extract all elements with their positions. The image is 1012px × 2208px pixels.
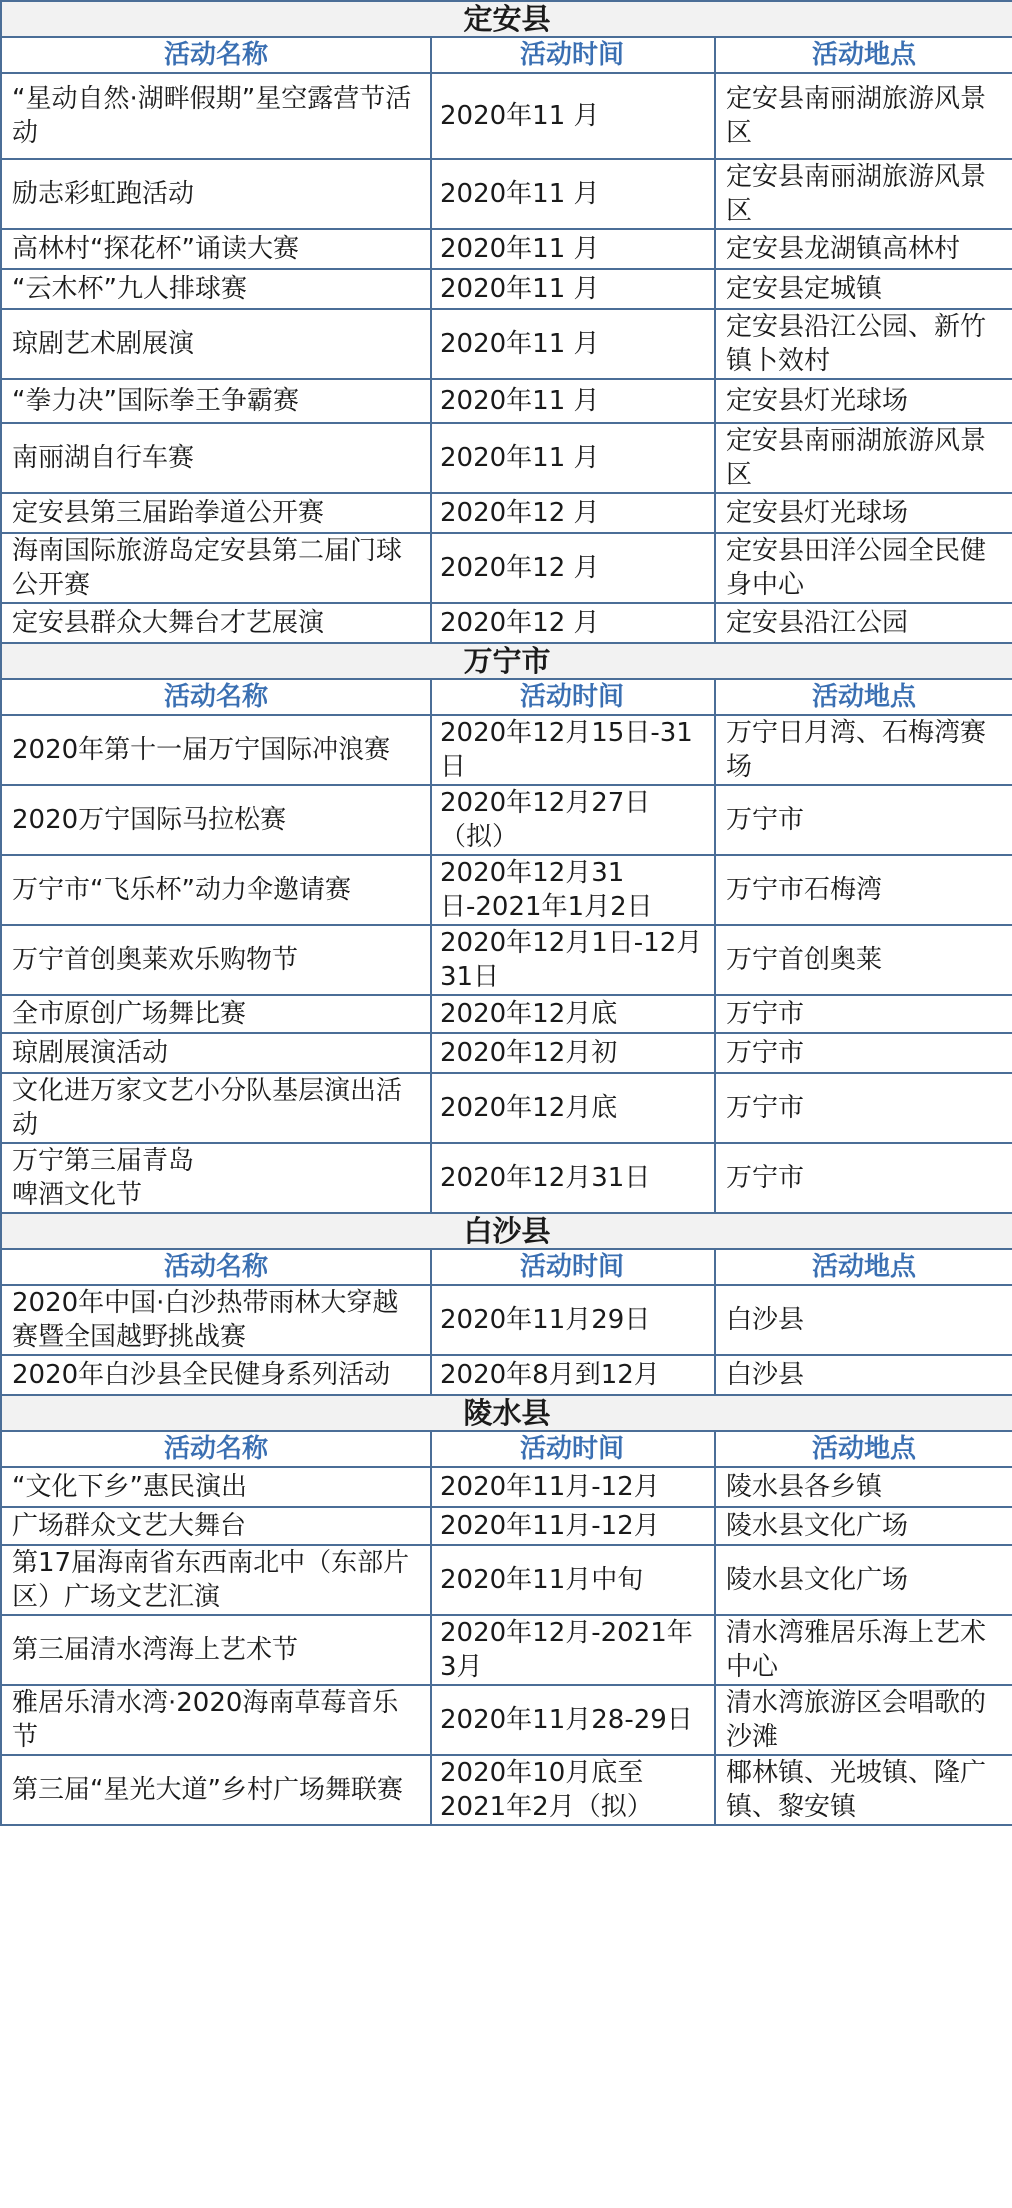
column-header-name: 活动名称: [1, 1431, 431, 1467]
event-location-cell: 万宁市: [715, 785, 1012, 855]
table-row: [1, 1143, 1012, 1213]
event-name-cell: 2020年第十一届万宁国际冲浪赛: [1, 715, 431, 785]
event-location-cell: 定安县南丽湖旅游风景区: [715, 159, 1012, 229]
event-name-cell: 万宁市“飞乐杯”动力伞邀请赛: [1, 855, 431, 925]
event-location-cell: 白沙县: [715, 1285, 1012, 1355]
region-title: 万宁市: [1, 643, 1012, 679]
event-time-cell: 2020年11 月: [431, 229, 715, 269]
event-name-cell: 万宁第三届青岛 啤酒文化节: [1, 1143, 431, 1213]
event-time-cell: 2020年11月-12月: [431, 1507, 715, 1545]
table-row: [1, 1615, 1012, 1685]
event-name-cell: 全市原创广场舞比赛: [1, 995, 431, 1033]
table-row: [1, 309, 1012, 379]
event-name-cell: 万宁首创奥莱欢乐购物节: [1, 925, 431, 995]
table-row: [1, 229, 1012, 269]
table-row: [1, 1285, 1012, 1355]
event-location-cell: 万宁市: [715, 1073, 1012, 1143]
event-name-cell: 广场群众文艺大舞台: [1, 1507, 431, 1545]
column-header-name: 活动名称: [1, 1249, 431, 1285]
region-header-row: [1, 1213, 1012, 1249]
event-name-cell: 第三届清水湾海上艺术节: [1, 1615, 431, 1685]
event-name-cell: 第三届“星光大道”乡村广场舞联赛: [1, 1755, 431, 1825]
event-location-cell: 万宁市石梅湾: [715, 855, 1012, 925]
event-location-cell: 定安县灯光球场: [715, 493, 1012, 533]
table-row: [1, 1545, 1012, 1615]
table-row: [1, 1685, 1012, 1755]
event-time-cell: 2020年10月底至2021年2月（拟）: [431, 1755, 715, 1825]
event-time-cell: 2020年12 月: [431, 493, 715, 533]
event-time-cell: 2020年12月15日-31日: [431, 715, 715, 785]
column-header-row: [1, 1431, 1012, 1467]
column-header-time: 活动时间: [431, 1431, 715, 1467]
event-name-cell: 琼剧展演活动: [1, 1033, 431, 1073]
table-row: [1, 1755, 1012, 1825]
table-row: [1, 493, 1012, 533]
event-name-cell: “云木杯”九人排球赛: [1, 269, 431, 309]
event-name-cell: 海南国际旅游岛定安县第二届门球公开赛: [1, 533, 431, 603]
table-row: [1, 379, 1012, 423]
event-location-cell: 万宁日月湾、石梅湾赛场: [715, 715, 1012, 785]
event-location-cell: 清水湾旅游区会唱歌的沙滩: [715, 1685, 1012, 1755]
event-time-cell: 2020年11 月: [431, 423, 715, 493]
column-header-time: 活动时间: [431, 1249, 715, 1285]
event-location-cell: 定安县南丽湖旅游风景区: [715, 423, 1012, 493]
column-header-time: 活动时间: [431, 37, 715, 73]
event-time-cell: 2020年12月-2021年3月: [431, 1615, 715, 1685]
column-header-location: 活动地点: [715, 1431, 1012, 1467]
table-row: [1, 159, 1012, 229]
event-name-cell: 定安县第三届跆拳道公开赛: [1, 493, 431, 533]
event-time-cell: 2020年11月28-29日: [431, 1685, 715, 1755]
event-location-cell: 定安县沿江公园、新竹镇卜效村: [715, 309, 1012, 379]
event-time-cell: 2020年12月31日-2021年1月2日: [431, 855, 715, 925]
event-location-cell: 定安县南丽湖旅游风景区: [715, 73, 1012, 159]
event-name-cell: 2020年白沙县全民健身系列活动: [1, 1355, 431, 1395]
event-location-cell: 万宁市: [715, 995, 1012, 1033]
event-location-cell: 椰林镇、光坡镇、隆广镇、黎安镇: [715, 1755, 1012, 1825]
event-time-cell: 2020年11 月: [431, 159, 715, 229]
table-row: [1, 269, 1012, 309]
event-location-cell: 定安县沿江公园: [715, 603, 1012, 643]
event-time-cell: 2020年12月31日: [431, 1143, 715, 1213]
table-row: [1, 603, 1012, 643]
table-row: [1, 73, 1012, 159]
event-location-cell: 白沙县: [715, 1355, 1012, 1395]
event-name-cell: 第17届海南省东西南北中（东部片区）广场文艺汇演: [1, 1545, 431, 1615]
column-header-row: [1, 1249, 1012, 1285]
event-time-cell: 2020年12 月: [431, 533, 715, 603]
table-row: [1, 1507, 1012, 1545]
table-row: [1, 1073, 1012, 1143]
event-name-cell: 励志彩虹跑活动: [1, 159, 431, 229]
table-row: [1, 925, 1012, 995]
event-name-cell: 2020年中国·白沙热带雨林大穿越赛暨全国越野挑战赛: [1, 1285, 431, 1355]
event-name-cell: 2020万宁国际马拉松赛: [1, 785, 431, 855]
table-row: [1, 995, 1012, 1033]
event-time-cell: 2020年11 月: [431, 269, 715, 309]
event-location-cell: 万宁市: [715, 1143, 1012, 1213]
column-header-name: 活动名称: [1, 37, 431, 73]
table-row: [1, 715, 1012, 785]
event-time-cell: 2020年11 月: [431, 309, 715, 379]
event-name-cell: “拳力决”国际拳王争霸赛: [1, 379, 431, 423]
event-name-cell: 高林村“探花杯”诵读大赛: [1, 229, 431, 269]
event-location-cell: 定安县定城镇: [715, 269, 1012, 309]
event-name-cell: “文化下乡”惠民演出: [1, 1467, 431, 1507]
event-location-cell: 陵水县各乡镇: [715, 1467, 1012, 1507]
event-location-cell: 陵水县文化广场: [715, 1507, 1012, 1545]
table-row: [1, 785, 1012, 855]
column-header-row: [1, 679, 1012, 715]
event-name-cell: 雅居乐清水湾·2020海南草莓音乐节: [1, 1685, 431, 1755]
column-header-name: 活动名称: [1, 679, 431, 715]
event-location-cell: 定安县灯光球场: [715, 379, 1012, 423]
column-header-location: 活动地点: [715, 37, 1012, 73]
event-time-cell: 2020年11 月: [431, 73, 715, 159]
table-row: [1, 855, 1012, 925]
region-title: 定安县: [1, 1, 1012, 37]
region-title: 白沙县: [1, 1213, 1012, 1249]
event-time-cell: 2020年12月底: [431, 1073, 715, 1143]
event-location-cell: 定安县龙湖镇高林村: [715, 229, 1012, 269]
region-header-row: [1, 1, 1012, 37]
event-name-cell: 定安县群众大舞台才艺展演: [1, 603, 431, 643]
event-time-cell: 2020年12月初: [431, 1033, 715, 1073]
event-name-cell: 文化进万家文艺小分队基层演出活动: [1, 1073, 431, 1143]
event-location-cell: 万宁首创奥莱: [715, 925, 1012, 995]
event-time-cell: 2020年8月到12月: [431, 1355, 715, 1395]
region-header-row: [1, 643, 1012, 679]
table-row: [1, 533, 1012, 603]
event-time-cell: 2020年12月底: [431, 995, 715, 1033]
region-title: 陵水县: [1, 1395, 1012, 1431]
event-time-cell: 2020年11 月: [431, 379, 715, 423]
event-location-cell: 陵水县文化广场: [715, 1545, 1012, 1615]
event-name-cell: “星动自然·湖畔假期”星空露营节活动: [1, 73, 431, 159]
event-location-cell: 万宁市: [715, 1033, 1012, 1073]
event-time-cell: 2020年12月1日-12月31日: [431, 925, 715, 995]
table-row: [1, 1467, 1012, 1507]
event-name-cell: 南丽湖自行车赛: [1, 423, 431, 493]
event-location-cell: 定安县田洋公园全民健身中心: [715, 533, 1012, 603]
event-time-cell: 2020年11月-12月: [431, 1467, 715, 1507]
event-time-cell: 2020年11月中旬: [431, 1545, 715, 1615]
column-header-location: 活动地点: [715, 679, 1012, 715]
event-location-cell: 清水湾雅居乐海上艺术中心: [715, 1615, 1012, 1685]
table-row: [1, 1033, 1012, 1073]
column-header-row: [1, 37, 1012, 73]
event-time-cell: 2020年12 月: [431, 603, 715, 643]
event-time-cell: 2020年11月29日: [431, 1285, 715, 1355]
event-time-cell: 2020年12月27日（拟）: [431, 785, 715, 855]
column-header-time: 活动时间: [431, 679, 715, 715]
column-header-location: 活动地点: [715, 1249, 1012, 1285]
table-row: [1, 1355, 1012, 1395]
table-row: [1, 423, 1012, 493]
region-header-row: [1, 1395, 1012, 1431]
event-name-cell: 琼剧艺术剧展演: [1, 309, 431, 379]
